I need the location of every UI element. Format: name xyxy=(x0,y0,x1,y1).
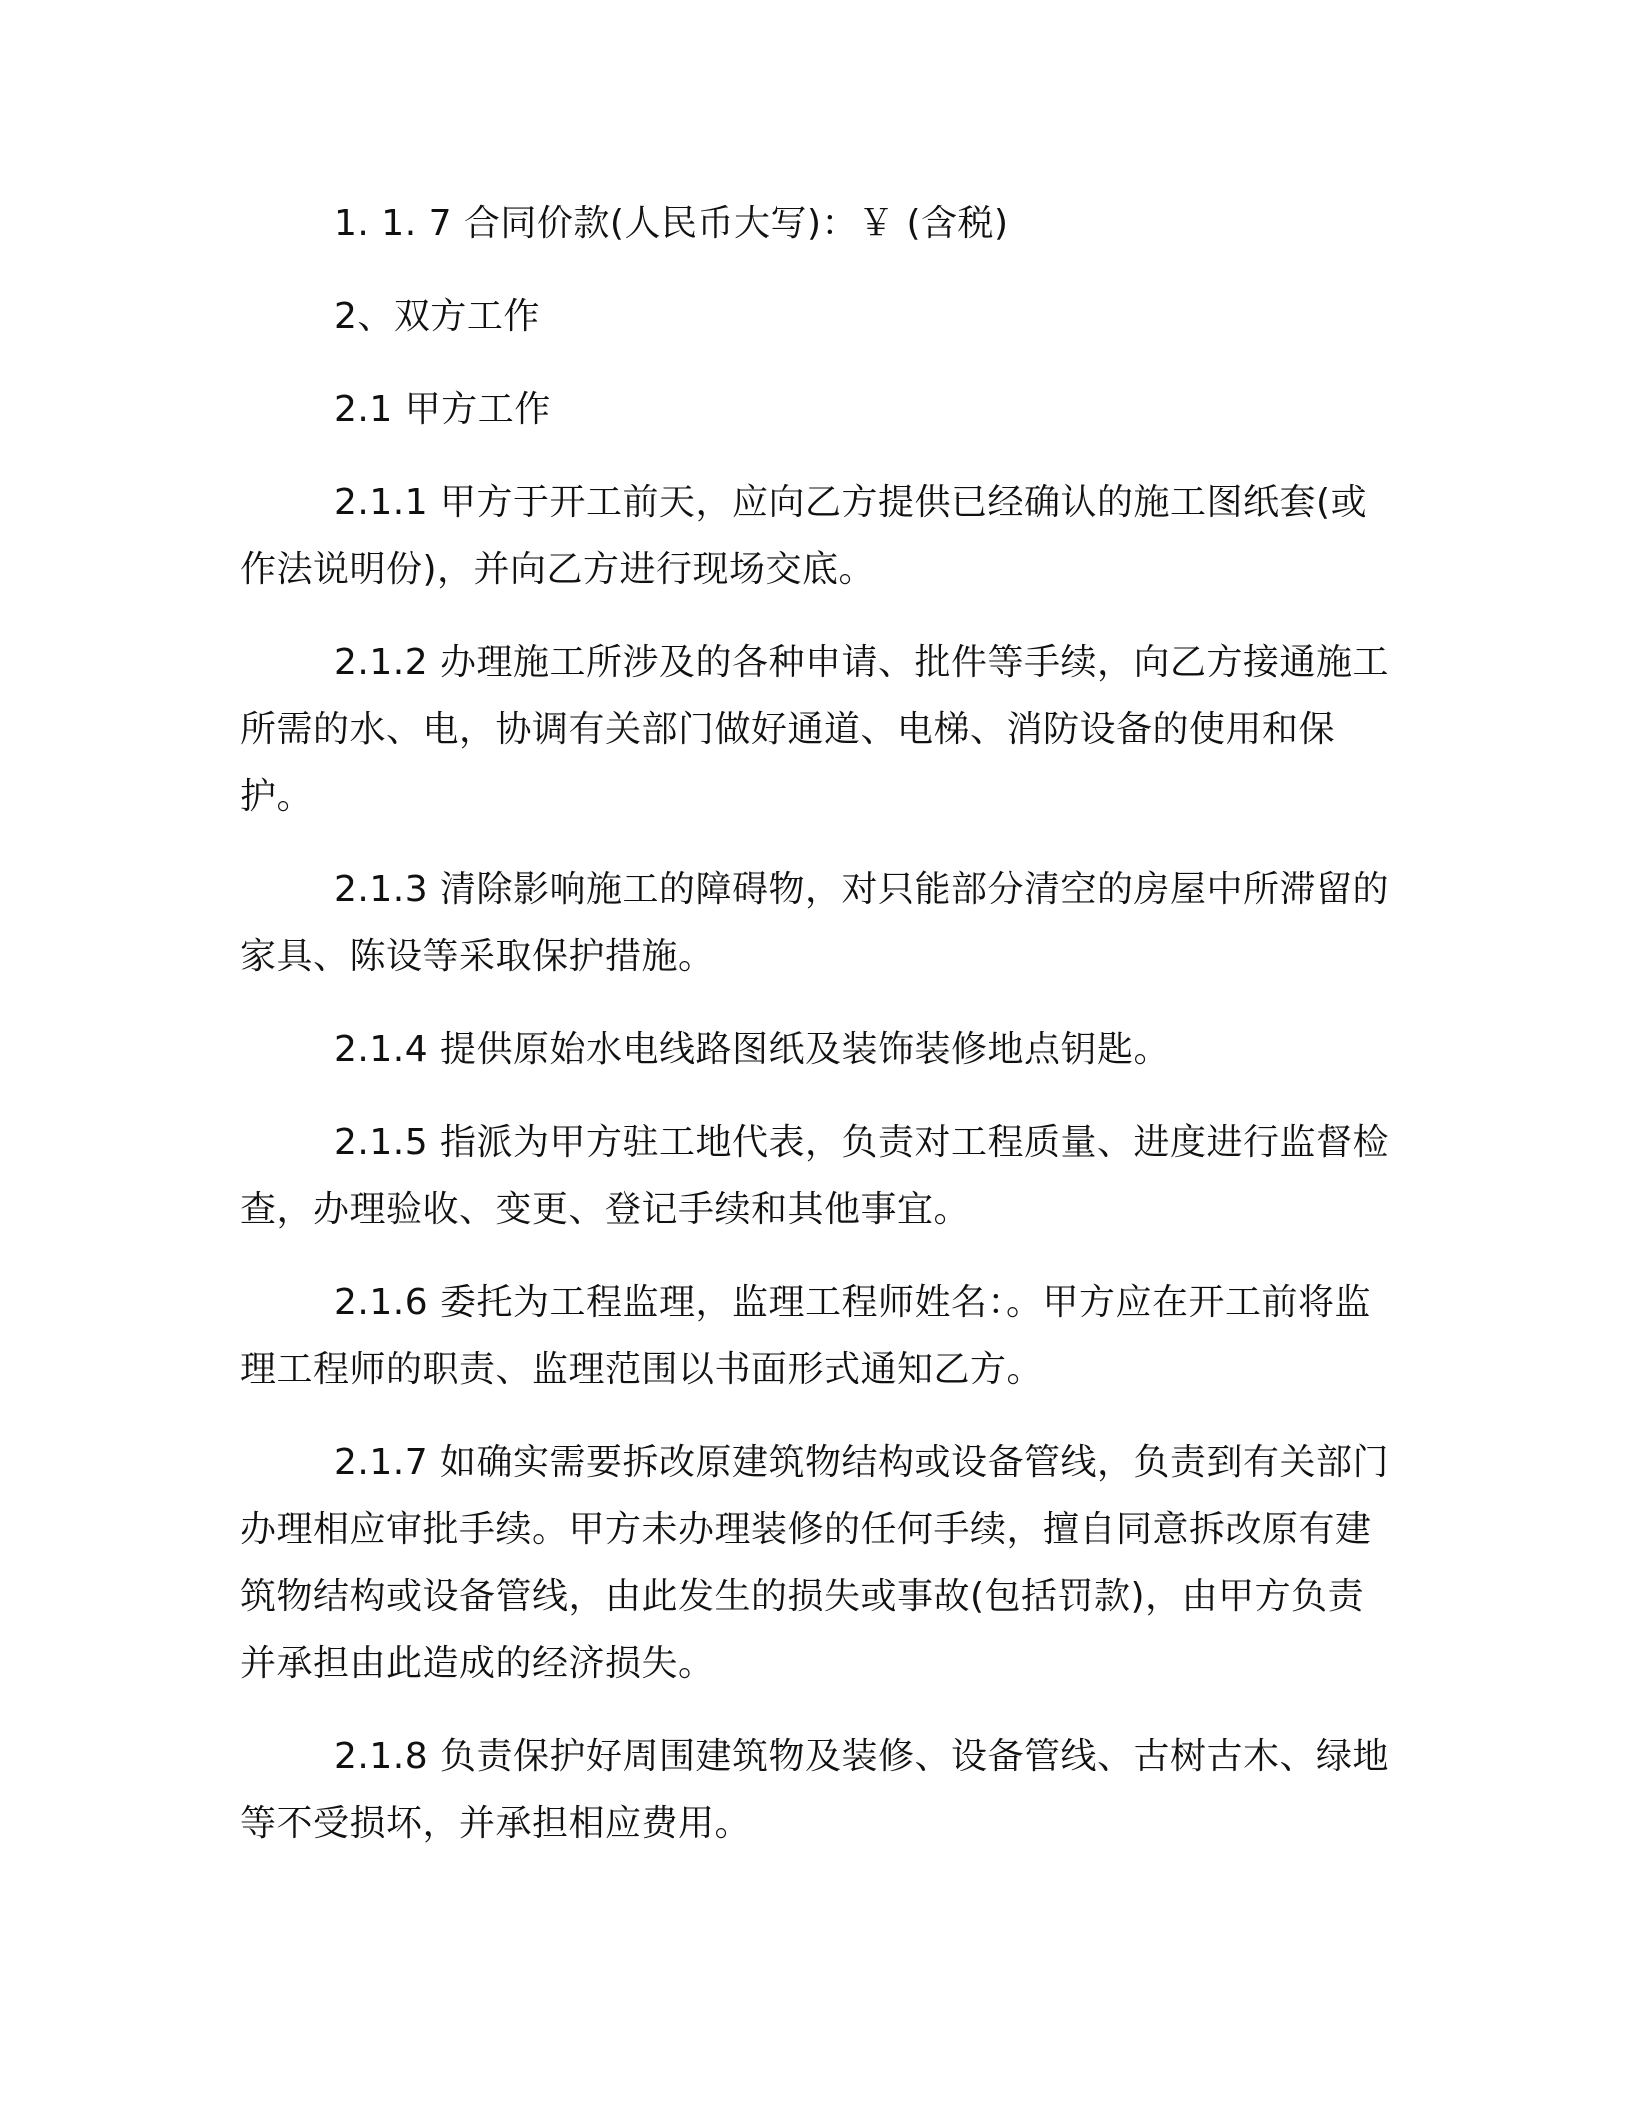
clause-2-1-4: 2.1.4 提供原始水电线路图纸及装饰装修地点钥匙。 xyxy=(334,1029,1171,1070)
section-2-1-heading: 2.1 甲方工作 xyxy=(334,389,551,430)
clause-2-1-8: 2.1.8 负责保护好周围建筑物及装修、设备管线、古树古木、绿地等不受损坏，并承担相应费用。 xyxy=(240,1736,1390,1844)
clause-2-1-3: 2.1.3 清除影响施工的障碍物，对只能部分清空的房屋中所滞留的家具、陈设等采取保护措施。 xyxy=(240,869,1390,977)
document-body xyxy=(240,190,1390,1883)
clause-2-1-1: 2.1.1 甲方于开工前天，应向乙方提供已经确认的施工图纸套(或作法说明份)，并向乙方进行现场交底。 xyxy=(240,482,1368,590)
clause-2-1-2: 2.1.2 办理施工所涉及的各种申请、批件等手续，向乙方接通施工所需的水、电，协调有关部门做好通道、电梯、消防设备的使用和保护。 xyxy=(240,642,1390,817)
section-2-heading: 2、双方工作 xyxy=(334,296,540,337)
clause-2-1-7: 2.1.7 如确实需要拆改原建筑物结构或设备管线，负责到有关部门办理相应审批手续。甲方未办理装修的任何手续，擅自同意拆改原有建筑物结构或设备管线，由此发生的损失或事故(包括罚款)，由甲方负责并承担由此造成的经济损失。 xyxy=(240,1442,1390,1684)
clause-2-1-6: 2.1.6 委托为工程监理，监理工程师姓名：。甲方应在开工前将监理工程师的职责、监理范围以书面形式通知乙方。 xyxy=(240,1282,1372,1390)
clause-2-1-5: 2.1.5 指派为甲方驻工地代表，负责对工程质量、进度进行监督检查，办理验收、变更、登记手续和其他事宜。 xyxy=(240,1122,1390,1230)
clause-1-1-7-contract-price: 1. 1. 7 合同价款(人民币大写)：￥ (含税) xyxy=(334,203,1009,244)
